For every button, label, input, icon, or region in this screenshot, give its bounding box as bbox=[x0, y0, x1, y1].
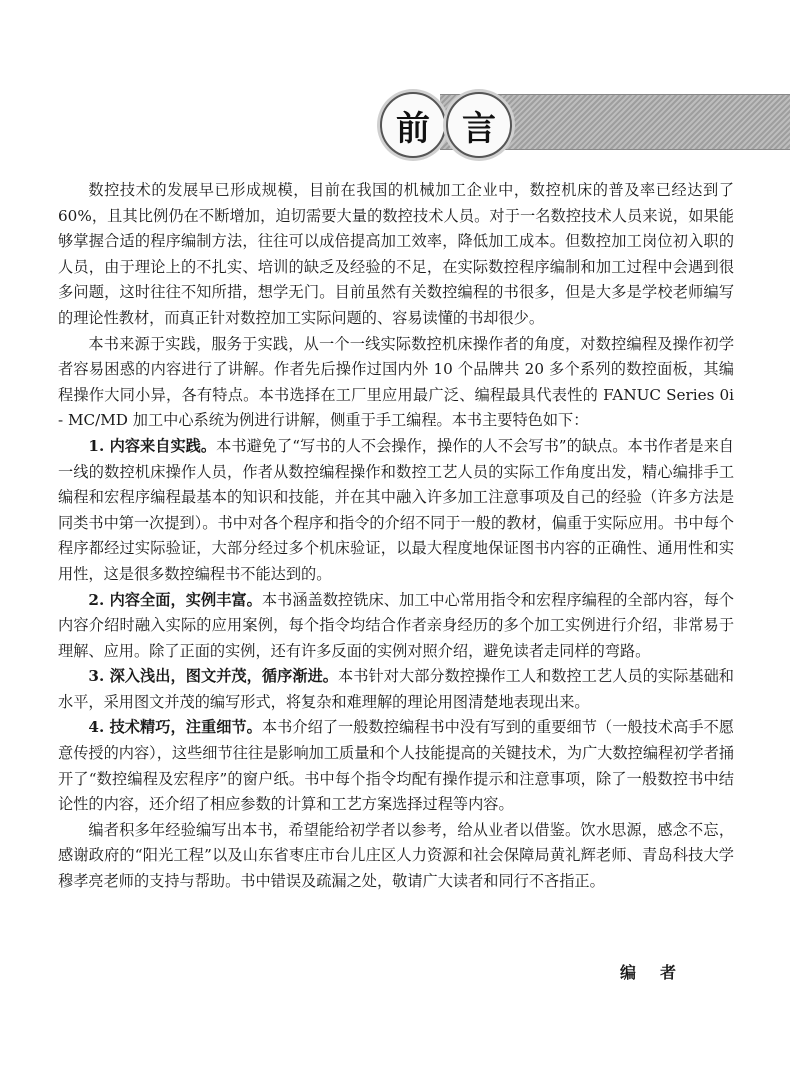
paragraph-feature-3 bbox=[58, 664, 734, 715]
feature-3-text: 本书针对大部分数控操作工人和数控工艺人员的实际基础和水平，采用图文并茂的编写形式，将复杂和难理解的理论用图清楚地表现出来。 bbox=[58, 667, 734, 711]
paragraph-feature-4 bbox=[58, 715, 734, 817]
paragraph-intro: 数控技术的发展早已形成规模，目前在我国的机械加工企业中，数控机床的普及率已经达到了60%，且其比例仍在不断增加，迫切需要大量的数控技术人员。对于一名数控技术人员来说，如果能够掌握合适的程序编制方法，往往可以成倍提高加工效率，降低加工成本。但数控加工岗位初入职的人员，由于理论上的不扎实、培训的缺乏及经验的不足，在实际数控程序编制和加工过程中会遇到很多问题，这时往往不知所措，想学无门。目前虽然有关数控编程的书很多，但是大多是学校老师编写的理论性教材，而真正针对数控加工实际问题的、容易读懂的书却很少。 bbox=[58, 181, 734, 327]
feature-2-lead: 2. 内容全面，实例丰富。 bbox=[88, 590, 262, 609]
preface-body bbox=[58, 178, 734, 895]
preface-header bbox=[380, 88, 790, 160]
feature-3-lead: 3. 深入浅出，图文并茂，循序渐进。 bbox=[88, 667, 339, 686]
preface-title-char-2: 言 bbox=[446, 92, 512, 158]
feature-2-text: 本书涵盖数控铣床、加工中心常用指令和宏程序编程的全部内容，每个内容介绍时融入实际的应用案例，每个指令均结合作者亲身经历的多个加工实例进行介绍，非常易于理解、应用。除了正面的实例，还有许多反面的实例对照介绍，避免读者走同样的弯路。 bbox=[58, 590, 734, 660]
feature-1-lead: 1. 内容来自实践。 bbox=[88, 436, 217, 455]
author-signature: 编者 bbox=[620, 963, 701, 982]
paragraph-feature-1 bbox=[58, 434, 734, 588]
paragraph-feature-2 bbox=[58, 588, 734, 665]
feature-1-text: 本书避免了“写书的人不会操作，操作的人不会写书”的缺点。本书作者是来自一线的数控机床操作人员，作者从数控编程操作和数控工艺人员的实际工作角度出发，精心编排手工编程和宏程序编程最基本的知识和技能，并在其中融入许多加工注意事项及自己的经验（许多方法是同类书中第一次提到）。书中对各个程序和指令的介绍不同于一般的教材，偏重于实际应用。书中每个程序都经过实际验证，大部分经过多个机床验证，以最大程度地保证图书内容的正确性、通用性和实用性，这是很多数控编程书不能达到的。 bbox=[58, 436, 734, 583]
paragraph-acknowledgement: 编者积多年经验编写出本书，希望能给初学者以参考，给从业者以借鉴。饮水思源，感念不忘，感谢政府的“阳光工程”以及山东省枣庄市台儿庄区人力资源和社会保障局黄礼辉老师、青岛科技大学穆孝亮老师的支持与帮助。书中错误及疏漏之处，敬请广大读者和同行不吝指正。 bbox=[58, 820, 734, 891]
paragraph-overview: 本书来源于实践，服务于实践，从一个一线实际数控机床操作者的角度，对数控编程及操作初学者容易困惑的内容进行了讲解。作者先后操作过国内外 10 个品牌共 20 多个系列的数控面板，其编程操作大同小异，各有特点。本书选择在工厂里应用最广泛、编程最具代表性的 FANUC Series 0i - MC/MD 加工中心系统为例进行讲解，侧重于手工编程。本书主要特色如下： bbox=[58, 334, 734, 430]
feature-4-text: 本书介绍了一般数控编程书中没有写到的重要细节（一般技术高手不愿意传授的内容），这些细节往往是影响加工质量和个人技能提高的关键技术，为广大数控编程初学者捅开了“数控编程及宏程序”的窗户纸。书中每个指令均配有操作提示和注意事项，除了一般数控书中结论性的内容，还介绍了相应参数的计算和工艺方案选择过程等内容。 bbox=[58, 718, 734, 814]
preface-title-char-1: 前 bbox=[380, 92, 446, 158]
feature-4-lead: 4. 技术精巧，注重细节。 bbox=[88, 718, 262, 737]
